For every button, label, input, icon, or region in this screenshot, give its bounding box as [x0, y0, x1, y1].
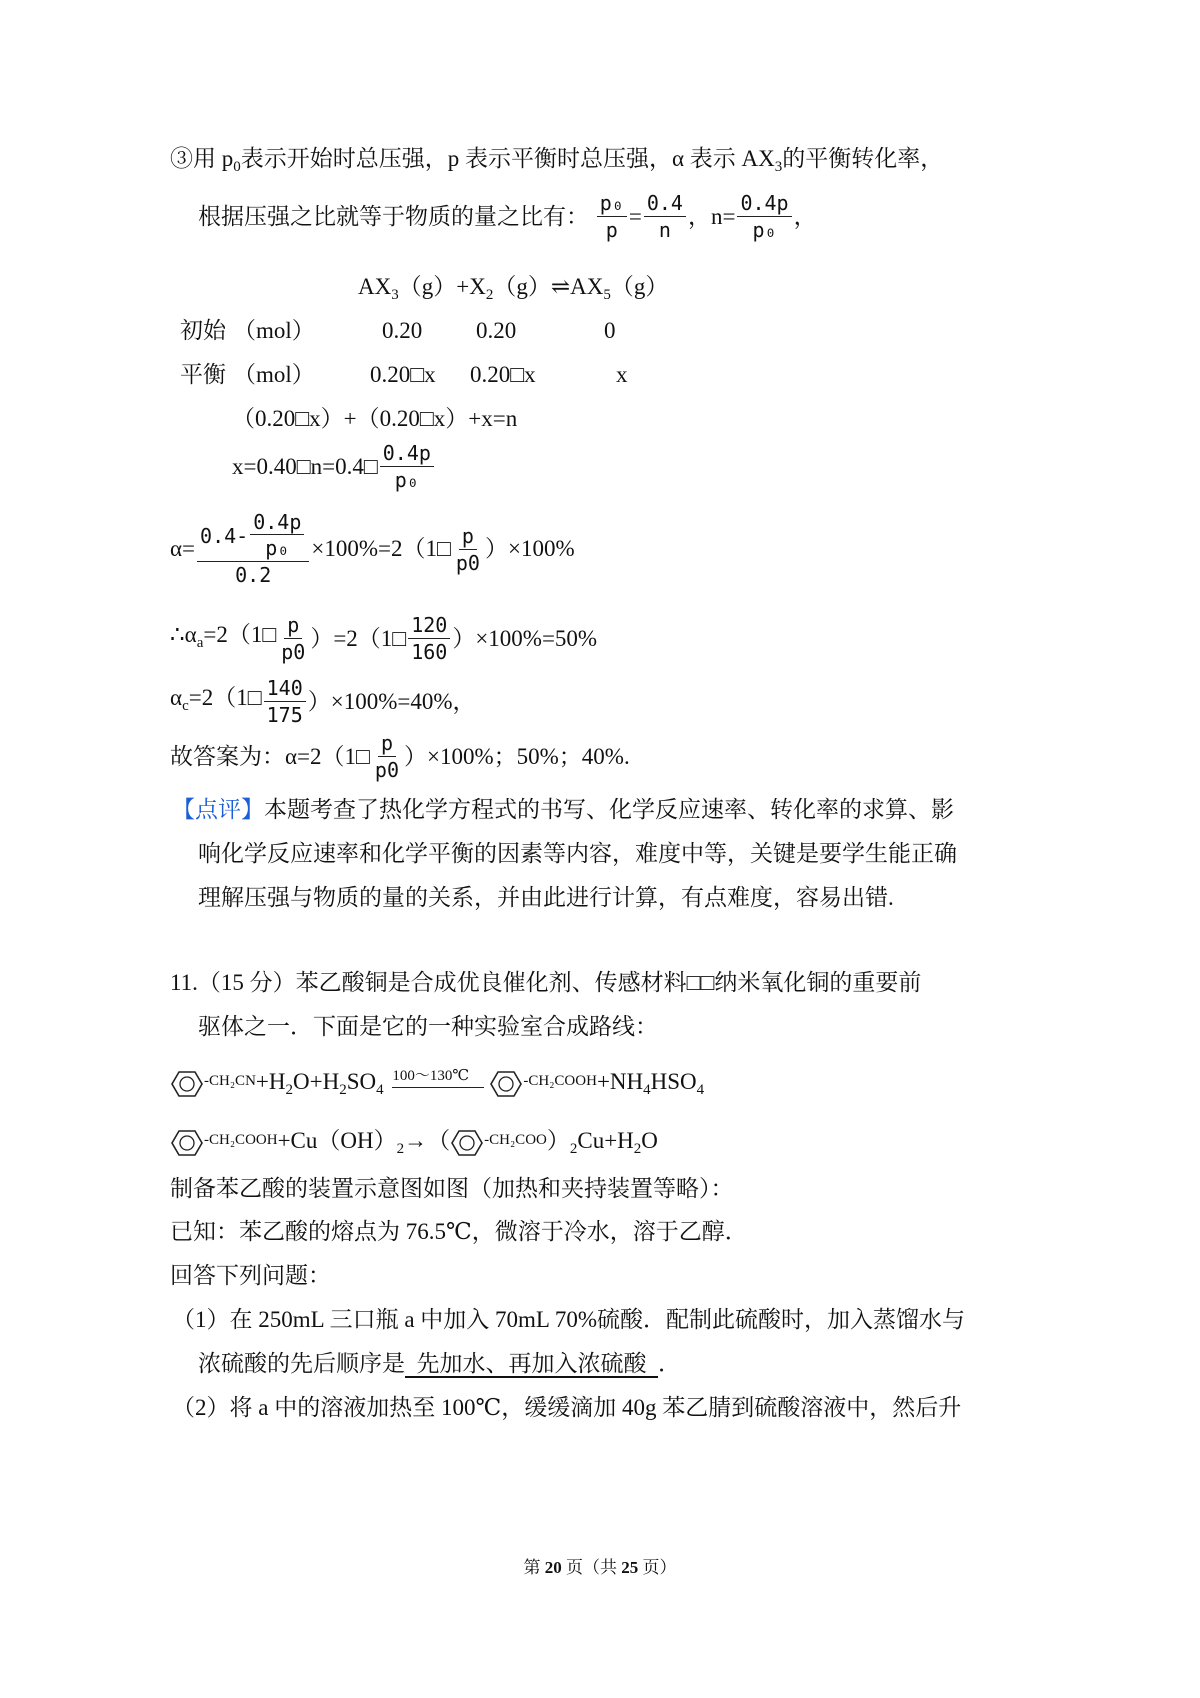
page-number: 20: [544, 1558, 562, 1577]
benzene-ring-icon: [489, 1069, 523, 1099]
mole-sum-equation: （0.20□x）+（0.20□x）+x=n: [232, 406, 518, 431]
q11-line5: 回答下列问题：: [170, 1263, 331, 1288]
benzene-ring-icon: [170, 1069, 204, 1099]
answer-line: 故答案为：α=2（1□ $\frac{p}{p0}$ ）×100%；50%；40%.: [170, 731, 630, 782]
page-footer: 第 20 页（共 25 页）: [523, 1558, 677, 1577]
pressure-ratio-fraction: $\frac{\text{p₀}}{p}$: [597, 190, 627, 243]
comment-tag: 【点评】: [172, 797, 264, 822]
q11-part1-line2: 浓硫酸的先后顺序是 先加水、再加入浓硫酸 ．: [198, 1351, 681, 1376]
reaction-equation: $AX_3(g)+X_2(g)\rightleftharpoons AX_5(g)$: [358, 274, 669, 303]
synthesis-reaction-2: $-CH_2COOH+Cu(OH)_2\to$（ $-CH_2COO)_2Cu+H_2O$: [170, 1125, 658, 1164]
mole-ratio-fraction: $\frac{0.4}{n}$: [644, 190, 686, 243]
alpha-big-fraction: 0.4- $\frac{0.4p}{\text{p₀}}$ 0.2: [197, 510, 309, 588]
benzene-ring-icon: [450, 1128, 484, 1158]
alpha-equation: α= 0.4- $\frac{0.4p}{\text{p₀}}$ 0.2 ×100%=2（1□ $\frac{p}{p0}$ ）×100%: [170, 510, 575, 587]
comment-line2: 响化学反应速率和化学平衡的因素等内容，难度中等，关键是要学生能正确: [198, 841, 957, 866]
comment-line3: 理解压强与物质的量的关系，并由此进行计算，有点难度，容易出错.: [198, 885, 894, 910]
page-total: 25: [621, 1558, 639, 1577]
alpha-a-equation: $\therefore\alpha_a=2(1□$ $\frac{p}{p0}$ ）=2（1□ $\frac{120}{160}$ ）×100%=50%: [170, 613, 598, 664]
reaction-arrow: 100～130℃: [392, 1069, 486, 1099]
q11-line1: 11.（15 分）苯乙酸铜是合成优良催化剂、传感材料□□纳米氧化铜的重要前: [170, 970, 922, 995]
answer-blank: 先加水、再加入浓硫酸: [405, 1351, 658, 1376]
q11-line4: 已知：苯乙酸的熔点为 76.5℃，微溶于冷水，溶于乙醇．: [170, 1219, 748, 1244]
q11-part1-line1: （1）在 250mL 三口瓶 a 中加入 70mL 70%硫酸．配制此硫酸时，加入蒸馏水与: [172, 1307, 966, 1332]
q11-line2: 驱体之一．下面是它的一种实验室合成路线：: [198, 1014, 658, 1039]
x-equation: x=0.40□n=0.4□ $\frac{0.4p}{\text{p₀}}$: [232, 440, 436, 493]
comment-line1: 【点评】本题考查了热化学方程式的书写、化学反应速率、转化率的求算、影: [172, 797, 954, 822]
n-fraction: $\frac{0.4p}{\text{p₀}}$: [737, 190, 791, 243]
benzene-ring-icon: [170, 1128, 204, 1158]
sec3-line2: 根据压强之比就等于物质的量之比有： $\frac{\text{p₀}}{p}$ = $\frac{0.4}{n}$ ，n= $\frac{0.4p}{\text{p₀}}$ ，: [198, 191, 817, 242]
sec3-line1: ③用 $p_0$表示开始时总压强，p 表示平衡时总压强，α 表示 $AX_3$的平衡转化率，: [170, 146, 944, 175]
q11-part2-line1: （2）将 a 中的溶液加热至 100℃，缓缓滴加 40g 苯乙腈到硫酸溶液中，然后升: [172, 1395, 962, 1420]
alpha-c-equation: $\alpha_c=2(1□$ $\frac{140}{175}$ ）×100%=40%，: [170, 676, 476, 727]
synthesis-reaction-1: $-CH_2CN+H_2O+H_2SO_4$ 100～130℃ $-CH_2COOH+NH_4HSO_4$: [170, 1066, 704, 1105]
q11-line3: 制备苯乙酸的装置示意图如图（加热和夹持装置等略）：: [170, 1176, 734, 1201]
